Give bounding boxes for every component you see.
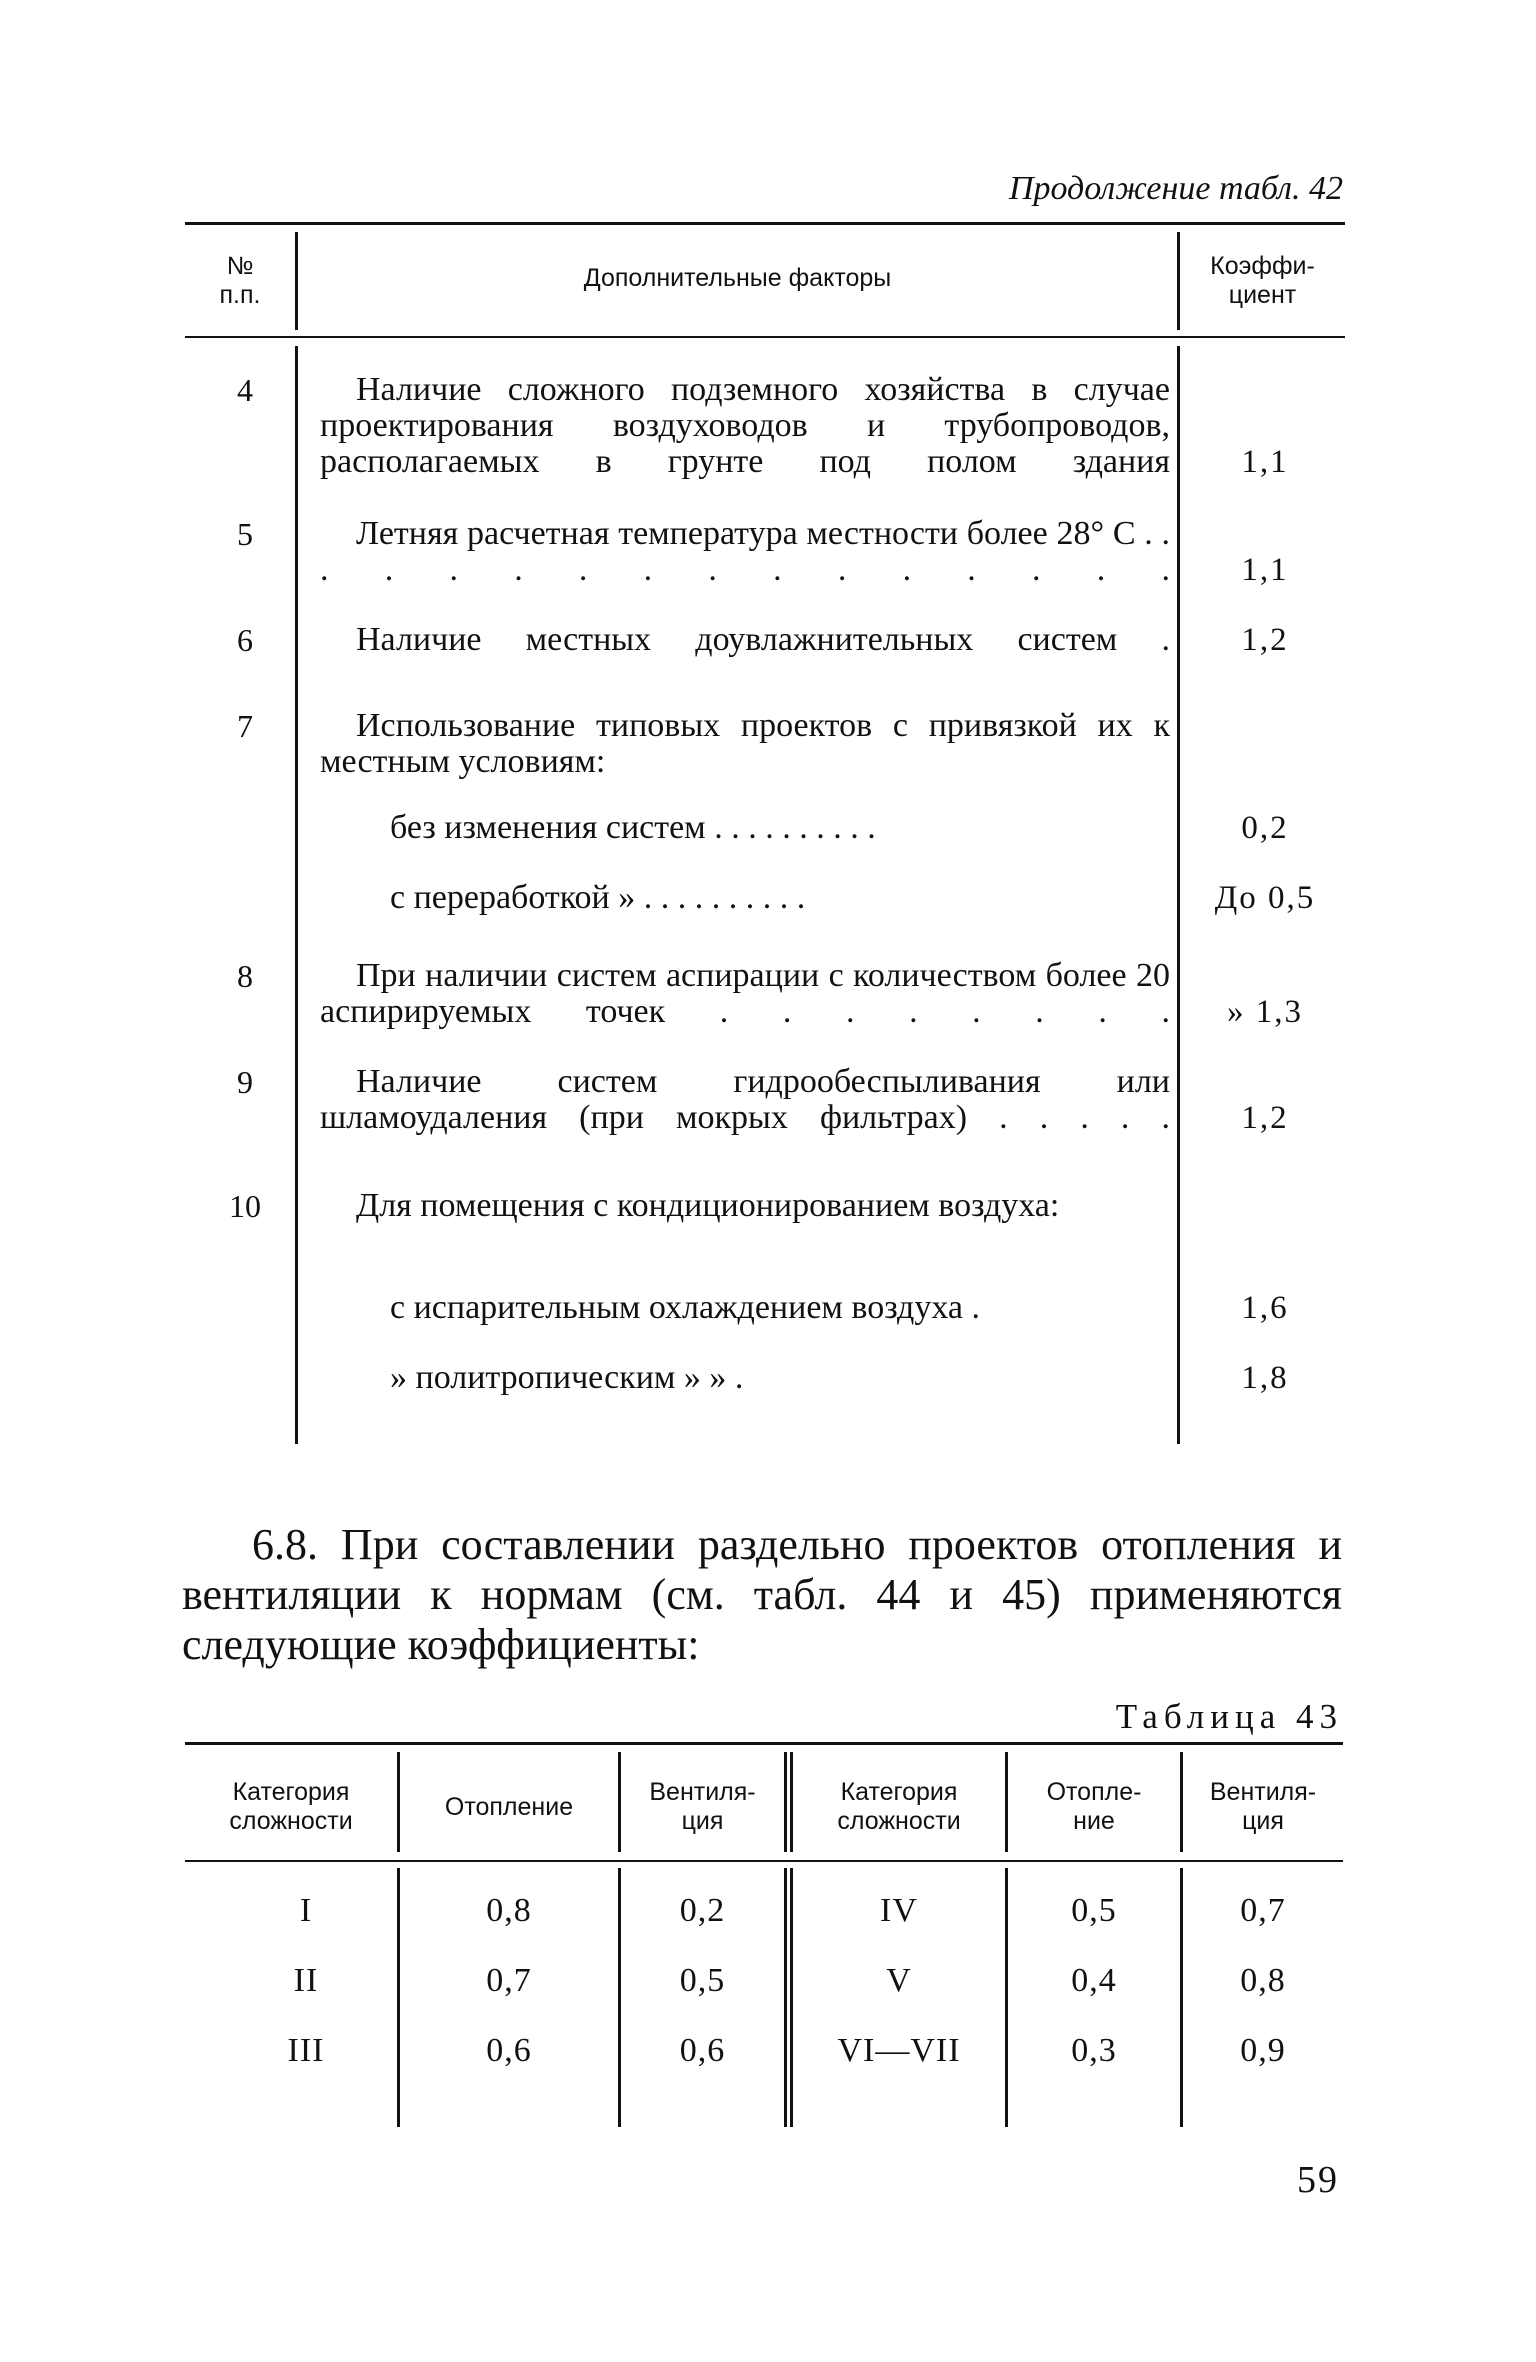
row-factor: Для помещения с кондиционированием воздуха: — [356, 1187, 1060, 1224]
table-cell: 0,8 — [486, 1892, 532, 1929]
row-number: 7 — [237, 708, 253, 744]
row-factor — [390, 1360, 1170, 1396]
row-number: 9 — [237, 1064, 253, 1100]
row-coefficient: 0,2 — [1241, 810, 1289, 846]
table-cell: 0,2 — [679, 1892, 726, 1929]
column-divider — [784, 1868, 787, 2127]
row-factor: Летняя расчетная температура местности более 28° С . . . . . . . . . . . . . . . . — [320, 515, 1170, 588]
table-cell: IV — [880, 1892, 918, 1929]
table-cell: 0,7 — [486, 1962, 532, 1999]
row-factor-text: без изменения систем . . . . . . . . . . — [390, 809, 876, 846]
row-coefficient: 1,2 — [1241, 622, 1289, 658]
row-factor — [390, 810, 1170, 846]
row-factor: Наличие сложного подземного хозяйства в случае проектирования воздуховодов и трубопроводов, располагаемых в грунте под полом здания — [320, 371, 1170, 480]
row-coefficient: До 0,5 — [1214, 880, 1316, 916]
row-coefficient: » 1,3 — [1227, 994, 1303, 1030]
paragraph-6-8: 6.8. При составлении раздельно проектов отопления и вентиляции к нормам (см. табл. 44 и 45) применяются следующие коэффициенты: — [182, 1520, 1342, 1669]
header-ventilation: Вентиля- ция — [1209, 1778, 1317, 1835]
row-factor: При наличии систем аспирации с количеством более 20 аспирируемых точек . . . . . . . . — [320, 957, 1170, 1030]
header-heating: Отопление — [444, 1792, 574, 1821]
table-cell: 0,5 — [679, 1962, 726, 1999]
row-factor — [390, 880, 1170, 916]
page-number: 59 — [1297, 2159, 1339, 2201]
row-coefficient: 1,1 — [1241, 444, 1289, 480]
table-cell: III — [287, 2032, 325, 2069]
header-bottom-rule — [185, 1860, 1343, 1862]
table-top-rule — [185, 1742, 1343, 1745]
header-num: № п.п. — [219, 252, 261, 309]
table-43-caption: Таблица 43 — [1115, 1697, 1343, 1736]
table-cell: II — [293, 1962, 319, 1999]
header-bottom-rule — [185, 336, 1345, 338]
table-43 — [185, 1742, 1343, 2127]
header-divider — [784, 1752, 787, 1852]
table-top-rule — [185, 222, 1345, 225]
row-factor-text: с переработкой » . . . . . . . . . . — [390, 879, 806, 916]
row-factor: Использование типовых проектов с привязкой их к местным условиям: — [320, 707, 1170, 780]
header-coef: Коэффи- циент — [1210, 252, 1315, 309]
row-number: 6 — [237, 622, 253, 658]
row-coefficient: 1,2 — [1241, 1100, 1289, 1136]
row-factor — [390, 1290, 1170, 1326]
table-cell: 0,3 — [1071, 2032, 1117, 2069]
table-cell: 0,4 — [1071, 1962, 1117, 1999]
row-factor-text: » политропическим » » . — [390, 1359, 744, 1396]
row-coefficient: 1,6 — [1241, 1290, 1289, 1326]
table-cell: 0,9 — [1240, 2032, 1286, 2069]
table-cell: I — [299, 1892, 313, 1929]
table-cell: 0,8 — [1240, 1962, 1286, 1999]
row-number: 5 — [237, 516, 253, 552]
row-factor: Наличие систем гидрообеспыливания или шламоудаления (при мокрых фильтрах) . . . . . — [320, 1063, 1170, 1136]
row-factor-text: с испарительным охлаждением воздуха . — [390, 1289, 981, 1326]
table-cell: 0,6 — [486, 2032, 532, 2069]
table-cell: 0,6 — [679, 2032, 726, 2069]
table-cell: V — [886, 1962, 912, 1999]
row-factor: Наличие местных доувлажнительных систем . — [356, 621, 1170, 658]
row-number: 10 — [229, 1188, 261, 1224]
table-cell: VI—VII — [837, 2032, 961, 2069]
header-ventilation: Вентиля- ция — [649, 1778, 756, 1835]
header-heating: Отопле- ние — [1046, 1778, 1142, 1835]
column-divider — [295, 346, 298, 1444]
row-number: 8 — [237, 958, 253, 994]
column-divider — [1177, 346, 1180, 1444]
header-factors: Дополнительные факторы — [583, 264, 892, 292]
table-42 — [185, 222, 1345, 1444]
table-cell: 0,7 — [1240, 1892, 1286, 1929]
row-coefficient: 1,8 — [1241, 1360, 1289, 1396]
row-number: 4 — [237, 372, 253, 408]
table-cell: 0,5 — [1071, 1892, 1117, 1929]
continuation-caption: Продолжение табл. 42 — [1008, 170, 1343, 207]
row-coefficient: 1,1 — [1241, 552, 1289, 588]
header-category: Категория сложности — [229, 1778, 353, 1835]
header-category: Категория сложности — [837, 1778, 961, 1835]
